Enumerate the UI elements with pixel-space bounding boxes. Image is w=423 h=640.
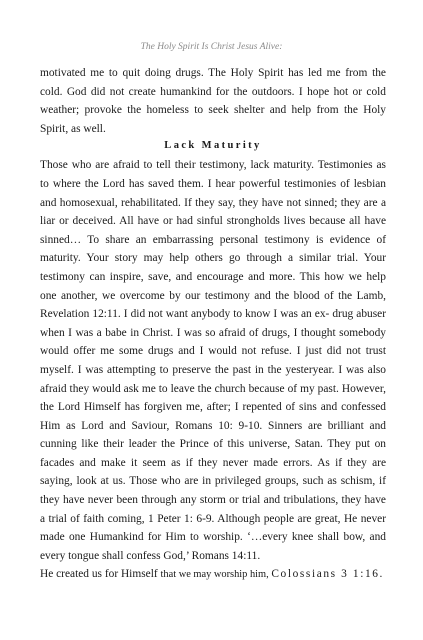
scripture-reference: Colossians 3 1:16. bbox=[271, 568, 384, 581]
closing-line-small: that we may worship him, bbox=[160, 569, 272, 581]
body-paragraph: Those who are afraid to tell their testimony, lack maturity. Testimonies as to where the Lord has saved them. I hear powerful testimonies of lesbian and homosexual, rehabilitated. If they say, they have not sinned; they are a liar or deceived. All have or had sinful strongholds lives because all have sinned… To share an embarrassing personal testimony is evidence of maturity. Your story may help others go through a similar trial. Your testimony can inspire, save, and encourage and more. This how we help one another, we overcome by our testimony and the blood of the Lamb, Revelation 12:11. I did not want anybody to know I was an ex- drug abuser when I was a babe in Christ. I was so afraid of drugs, I thought somebody would offer me some drugs and I would not refuse. I just did not trust myself. I was attempting to preserve the past in the yesteryear. I was also afraid they would ask me to leave the church because of my past. However, the Lord Himself has forgiven me, after; I repented of sins and confessed Him as Lord and Saviour, Romans 10: 9-10. Sinners are brilliant and cunning like their leader the Prince of this universe, Satan. They put on facades and make it seem as if they never made errors. As if they are saying, look at us. Those who are in privileged groups, such as schism, if they have never been through any storm or trial and tribulations, they have a trial of faith coming, 1 Peter 1: 6-9. Although people are great, He never made one Humankind for Him to worship. ‘…every knee shall bow, and every tongue shall confess God,’ Romans 14:11. bbox=[40, 159, 386, 562]
closing-line-lead: He created us for Himself bbox=[40, 568, 161, 581]
page-body bbox=[40, 64, 386, 585]
section-heading: Lack Maturity bbox=[164, 140, 262, 152]
running-header: The Holy Spirit Is Christ Jesus Alive: bbox=[140, 42, 283, 52]
closing-line bbox=[40, 565, 386, 585]
body-paragraph: motivated me to quit doing drugs. The Holy Spirit has led me from the cold. God did not create humankind for the outdoors. I hope hot or cold weather; provoke the homeless to seek shelter and help from the Holy Spirit, as well. bbox=[40, 67, 386, 135]
